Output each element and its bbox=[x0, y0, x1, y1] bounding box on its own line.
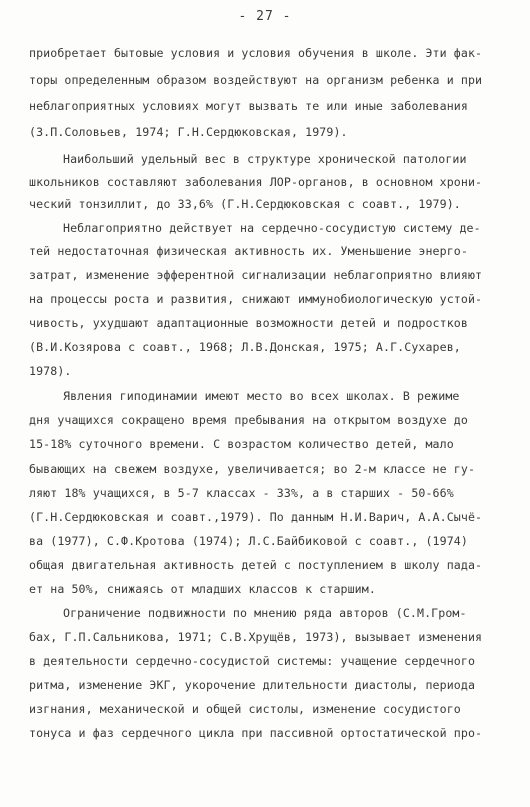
text-line: 15-18% суточного времени. С возрастом количество детей, мало bbox=[29, 437, 454, 451]
text-line: ритма, изменение ЭКГ, укорочение длительности диастолы, периода bbox=[29, 678, 476, 692]
text-line: затрат, изменение эфферентной сигнализации неблагоприятно влияют bbox=[29, 268, 483, 282]
text-line: (З.П.Соловьев, 1974; Г.Н.Сердюковская, 1979). bbox=[29, 125, 348, 139]
text-line: (Г.Н.Сердюковская и соавт.,1979). По данным Н.И.Варич, А.А.Сычё- bbox=[29, 510, 483, 524]
text-line: изгнания, механической и общей систолы, изменение сосудистого bbox=[29, 702, 461, 716]
text-line: приобретает бытовые условия и условия обучения в школе. Эти фак- bbox=[29, 46, 483, 60]
text-line: на процессы роста и развития, снижают иммунобиологическую устой- bbox=[29, 292, 483, 306]
text-line: в деятельности сердечно-сосудистой системы: учащение сердечного bbox=[29, 654, 476, 668]
text-line: ет на 50%, снижаясь от младших классов к старшим. bbox=[29, 582, 376, 596]
text-line: дня учащихся сокращено время пребывания на открытом воздухе до bbox=[29, 413, 468, 427]
text-line: бывающих на свежем воздухе, увеличивается; во 2-м классе не гу- bbox=[29, 462, 476, 476]
text-line: Наибольший удельный вес в структуре хронической патологии bbox=[63, 152, 467, 166]
text-line: тей недостаточная физическая активность их. Уменьшение энерго- bbox=[29, 244, 468, 258]
text-line: бах, Г.П.Сальникова, 1971; С.В.Хрущёв, 1973), вызывает изменения bbox=[29, 630, 483, 644]
text-line: школьников составляют заболевания ЛОР-органов, в основном хрони- bbox=[29, 175, 483, 189]
text-line: Неблагоприятно действует на сердечно-сосудистую систему де- bbox=[63, 221, 481, 235]
text-line: ческий тонзиллит, до 33,6% (Г.Н.Сердюковская с соавт., 1979). bbox=[29, 197, 461, 211]
text-line: тонуса и фаз сердечного цикла при пассивной ортостатической про- bbox=[29, 726, 483, 740]
text-line: торы определенным образом воздействуют на организм ребенка и при bbox=[29, 73, 483, 87]
text-line: Ограничение подвижности по мнению ряда авторов (С.М.Гром- bbox=[63, 606, 467, 620]
text-line: (В.И.Козярова с соавт., 1968; Л.В.Донская, 1975; А.Г.Сухарев, bbox=[29, 340, 461, 354]
text-line: общая двигательная активность детей с поступлением в школу пада- bbox=[29, 558, 483, 572]
page-number: - 27 - bbox=[238, 9, 292, 24]
text-line: неблагоприятных условиях могут вызвать те или иные заболевания bbox=[29, 99, 468, 113]
text-line: 1978). bbox=[29, 364, 72, 378]
text-line: ва (1977), С.Ф.Кротова (1974); Л.С.Байбиковой с соавт., (1974) bbox=[29, 534, 468, 548]
text-line: ляют 18% учащихся, в 5-7 классах - 33%, а в старших - 50-66% bbox=[29, 486, 454, 500]
text-line: чивость, ухудшают адаптационные возможности детей и подростков bbox=[29, 316, 468, 330]
text-line: Явления гиподинамии имеют место во всех школах. В режиме bbox=[63, 389, 460, 403]
